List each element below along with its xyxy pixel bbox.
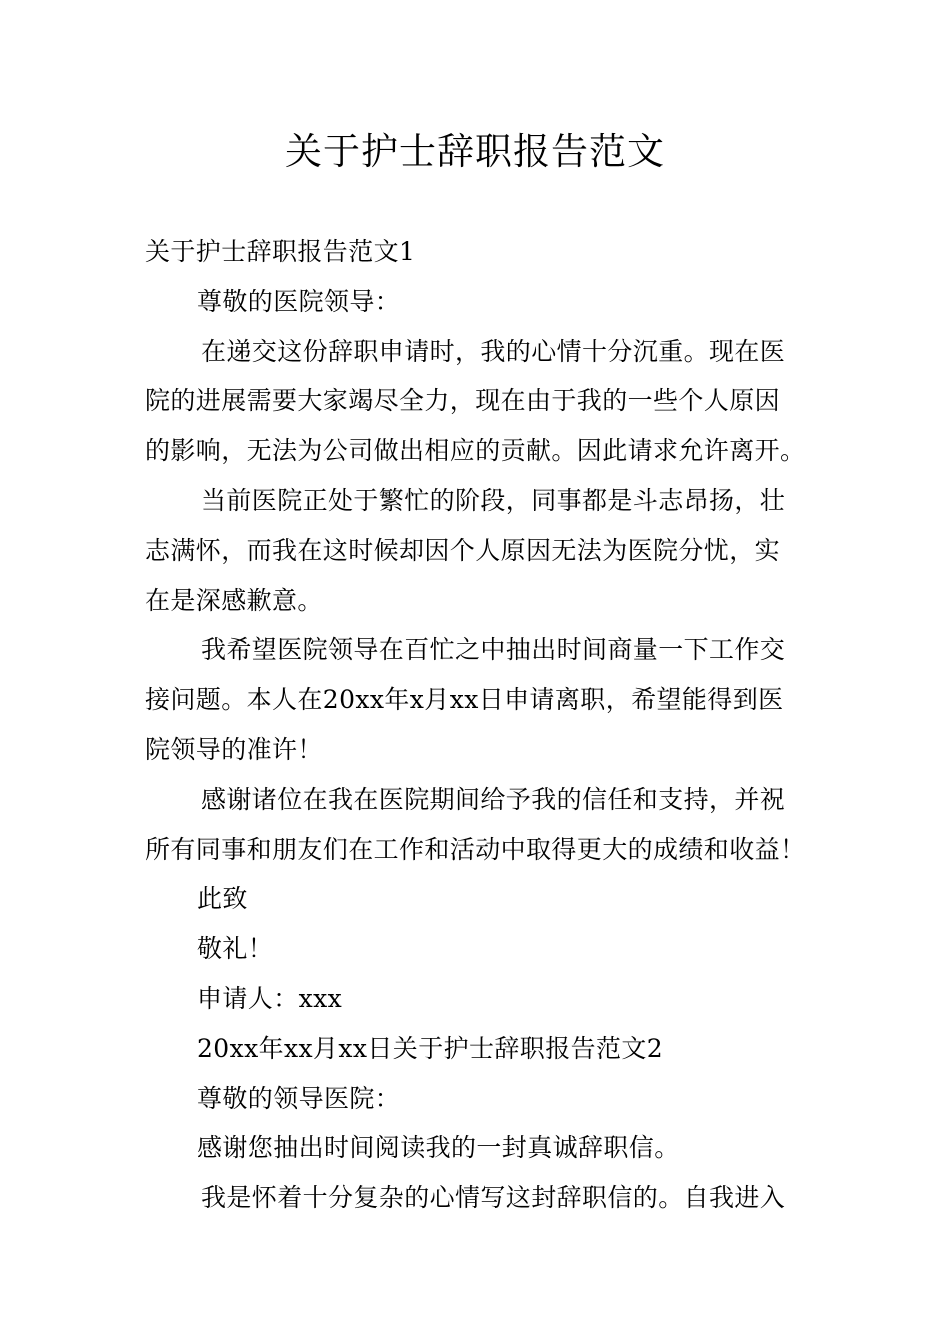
salutation: 尊敬的医院领导：: [197, 286, 401, 316]
document-body: [145, 227, 805, 1223]
paragraph-line: 志满怀，而我在这时候却因个人原因无法为医院分忧，实: [145, 535, 781, 565]
salutation: 尊敬的领导医院：: [197, 1083, 401, 1113]
paragraph-line: 感谢诸位在我在医院期间给予我的信任和支持，并祝: [201, 784, 786, 814]
paragraph-line: 所有同事和朋友们在工作和活动中取得更大的成绩和收益！: [145, 834, 806, 864]
closing-line: 此致: [197, 884, 248, 914]
date-line: 20xx年xx月xx日关于护士辞职报告范文2: [197, 1033, 664, 1063]
paragraph-line: 感谢您抽出时间阅读我的一封真诚辞职信。: [197, 1133, 680, 1163]
paragraph-line: 接问题。本人在20xx年x月xx日申请离职，希望能得到医: [145, 685, 784, 715]
paragraph-line: 院的进展需要大家竭尽全力，现在由于我的一些个人原因: [145, 386, 781, 416]
paragraph-line: 我希望医院领导在百忙之中抽出时间商量一下工作交: [201, 635, 786, 665]
closing-line: 敬礼！: [197, 934, 274, 964]
paragraph-line: 我是怀着十分复杂的心情写这封辞职信的。自我进入: [201, 1183, 786, 1213]
paragraph-line: 在是深感歉意。: [145, 585, 323, 615]
paragraph-line: 在递交这份辞职申请时，我的心情十分沉重。现在医: [201, 336, 786, 366]
document-title: 关于护士辞职报告范文: [285, 130, 665, 173]
section-heading: 关于护士辞职报告范文1: [145, 237, 416, 266]
paragraph-line: 当前医院正处于繁忙的阶段，同事都是斗志昂扬，壮: [201, 485, 786, 515]
paragraph-line: 的影响，无法为公司做出相应的贡献。因此请求允许离开。: [145, 436, 806, 466]
applicant-line: 申请人：xxx: [197, 983, 343, 1013]
paragraph-line: 院领导的准许！: [145, 734, 323, 764]
